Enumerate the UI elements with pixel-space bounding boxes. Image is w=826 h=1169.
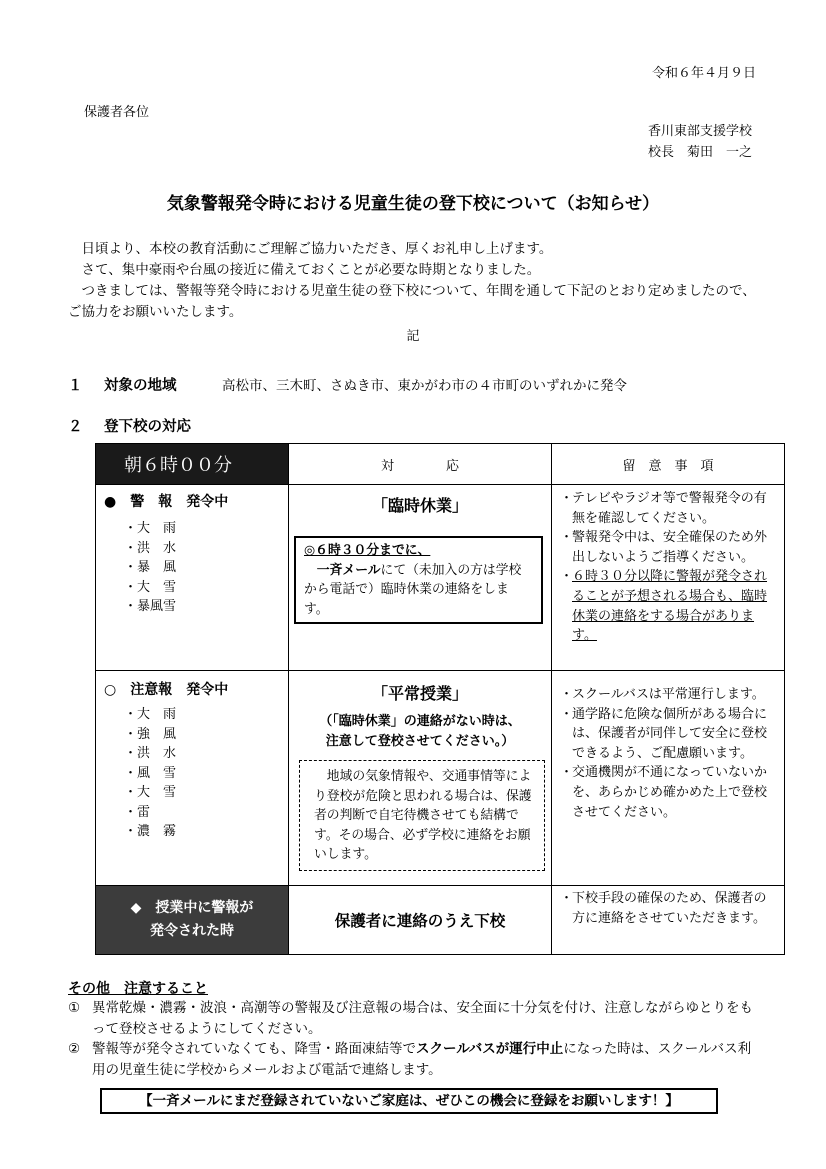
advisory-notes bbox=[552, 671, 784, 822]
warning-notes-cell bbox=[552, 485, 785, 671]
list-item: ・洪 水 bbox=[124, 540, 177, 556]
dismissal-response: 保護者に連絡のうえ下校 bbox=[289, 886, 552, 955]
list-item: ・大 雪 bbox=[124, 579, 177, 595]
document-title: 気象警報発令時における児童生徒の登下校について（お知らせ） bbox=[166, 194, 660, 214]
bus-suspension-text: スクールバスが運行中止 bbox=[416, 1041, 564, 1057]
warning-list bbox=[96, 511, 288, 617]
section-label: 対象の地域 bbox=[104, 378, 177, 394]
advisory-notes-cell bbox=[552, 671, 785, 886]
section-number: ２ bbox=[68, 419, 83, 435]
section-1-heading bbox=[68, 374, 177, 395]
warning-cell bbox=[96, 485, 289, 671]
warning-notes bbox=[552, 485, 784, 646]
section-2-heading bbox=[68, 415, 191, 436]
list-item: ・洪 水 bbox=[124, 746, 177, 761]
other-note-item: ② 警報等が発令されていなくても、降雪・路面凍結等でスクールバスが運行中止になった時は、スクールバス利用の児童生徒に学校からメールおよび電話で連絡します。 bbox=[68, 1041, 752, 1078]
during-class-notes-cell bbox=[552, 886, 785, 955]
principal-name: 校長 菊田 一之 bbox=[647, 145, 752, 160]
note-item: ・ ６時３０分以降に警報が発令されることが予想される場合も、臨時休業の連絡をする場合があります。 bbox=[560, 569, 768, 644]
header-notes: 留 意 事 項 bbox=[552, 444, 785, 485]
other-note-item: ① 異常乾燥・濃霧・波浪・高潮等の警報及び注意報の場合は、安全面に十分気を付け、注意しながらゆとりをもって登校させるようにしてください。 bbox=[68, 1000, 753, 1037]
note-item: ・ 警報発令中は、安全確保のため外出しないようご指導ください。 bbox=[560, 530, 768, 565]
advisory-subnote: （「臨時休業」の連絡がない時は、 注意して登校させてください。） bbox=[319, 714, 521, 749]
list-item: ・暴風雪 bbox=[124, 599, 177, 614]
warning-response-cell bbox=[289, 485, 552, 671]
response-table bbox=[95, 443, 785, 955]
list-item: ・大 雪 bbox=[124, 785, 177, 800]
advisory-response-cell bbox=[289, 671, 552, 886]
list-item: ・暴 風 bbox=[124, 560, 177, 575]
ki-heading: 記 bbox=[406, 329, 420, 344]
advisory-cell bbox=[96, 671, 289, 886]
intro-line: さて、集中豪雨や台風の接近に備えておくことが必要な時期となりました。 bbox=[68, 262, 541, 278]
deadline-text: ◎６時３０分までに、 bbox=[304, 543, 431, 558]
intro-line: つきましては、警報等発令時における児童生徒の登下校について、年間を通して下記のとおり定めましたので、ご協力をお願いいたします。 bbox=[68, 283, 756, 320]
list-item: ・強 風 bbox=[124, 726, 177, 742]
closure-title: 「臨時休業」 bbox=[371, 496, 468, 515]
addressee: 保護者各位 bbox=[84, 105, 150, 120]
header-time: 朝６時００分 bbox=[96, 444, 289, 485]
closure-notice-text: にて（未加入の方は学校から電話で）臨時休業の連絡をします。 bbox=[304, 562, 522, 617]
header-response: 対 応 bbox=[289, 444, 552, 485]
registration-banner: 【一斉メールにまだ登録されていないご家庭は、ぜひこの機会に登録をお願いします！】 bbox=[100, 1088, 718, 1114]
intro-line: 日頃より、本校の教育活動にご理解ご協力いただき、厚くお礼申し上げます。 bbox=[68, 241, 553, 257]
list-item: ・雷 bbox=[124, 804, 151, 820]
intro-paragraph bbox=[68, 239, 762, 323]
list-item: ・風 雪 bbox=[124, 765, 177, 781]
note-item: ・ 下校手段の確保のため、保護者の方に連絡をさせていただきます。 bbox=[560, 891, 767, 926]
note-item: ・ テレビやラジオ等で警報発令の有無を確認してください。 bbox=[560, 491, 767, 526]
section-number: １ bbox=[68, 378, 83, 394]
document-date: 令和６年４月９日 bbox=[651, 66, 756, 81]
sender-block bbox=[648, 121, 752, 163]
target-area: 高松市、三木町、さぬき市、東かがわ市の４市町のいずれかに発令 bbox=[222, 378, 627, 394]
other-notes-list bbox=[68, 998, 764, 1080]
list-item: ・濃 霧 bbox=[124, 824, 177, 839]
during-class-cell: ◆ 授業中に警報が 発令された時 bbox=[96, 886, 289, 955]
note-item: ・ スクールバスは平常運行します。 bbox=[560, 687, 765, 702]
note-item: ・ 交通機関が不通になっていないかを、あらかじめ確かめた上で登校させてください。 bbox=[560, 765, 768, 820]
school-name: 香川東部支援学校 bbox=[647, 124, 752, 139]
advisory-headline: ○ 注意報 発令中 bbox=[104, 682, 229, 698]
section-label: 登下校の対応 bbox=[104, 419, 191, 435]
mail-label: 一斉メール bbox=[304, 562, 381, 578]
closure-notice-box bbox=[294, 536, 543, 624]
note-item: ・ 通学路に危険な個所がある場合には、保護者が同伴して安全に登校できるよう、ご配慮願います。 bbox=[560, 706, 768, 761]
advisory-list bbox=[96, 699, 288, 842]
during-class-notes bbox=[552, 886, 784, 928]
warning-headline: ● 警 報 発令中 bbox=[104, 494, 229, 510]
list-item: ・大 雨 bbox=[124, 707, 177, 722]
home-wait-box: 地域の気象情報や、交通事情等により登校が危険と思われる場合は、保護者の判断で自宅待機させても結構です。その場合、必ず学校に連絡をお願いします。 bbox=[299, 760, 545, 871]
normal-class-title: 「平常授業」 bbox=[371, 684, 468, 703]
list-item: ・大 雨 bbox=[124, 521, 177, 536]
other-notes-heading: その他 注意すること bbox=[68, 981, 208, 997]
